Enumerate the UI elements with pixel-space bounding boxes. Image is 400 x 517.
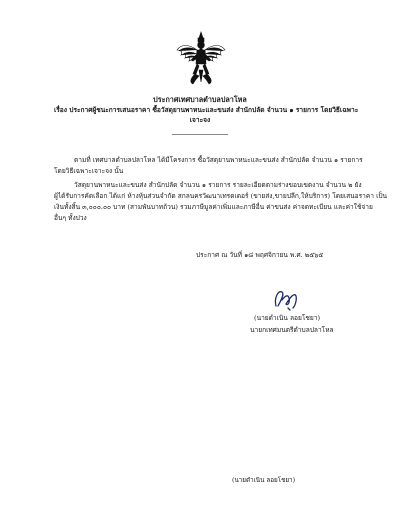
signatory-name: (นายดำเนิน ลอยโชยา) [254, 314, 321, 322]
document-title: ประกาศเทศบาลตำบลปลาโหล [153, 95, 247, 104]
subject-line-continued: เจาะจง [189, 116, 211, 124]
paragraph-1-line-1: ตามที่ เทศบาลตำบลปลาโหล ได้มีโครงการ ซื้อวัสดุยานพาหนะและขนส่ง สำนักปลัด จำนวน ๑ รายการ [74, 156, 363, 164]
signatory-position: นายกเทศมนตรีตำบลปลาโหล [250, 326, 334, 334]
footer-note: (นายดำเนิน ลอยโชยา) [232, 477, 296, 484]
paragraph-2-line-2: ผู้ได้รับการคัดเลือก ได้แก่ ห้างหุ้นส่วนจำกัด สกลนครวัฒนาเทรดเดอร์ (ขายส่ง,ขายปลีก,ให้บริการ) โดยเสนอราคา เป็น [54, 192, 388, 200]
paragraph-1-line-2: โดยวิธีเฉพาะเจาะจง นั้น [54, 167, 124, 175]
paragraph-2-line-1: วัสดุยานพาหนะและขนส่ง สำนักปลัด จำนวน ๑ รายการ รายละเอียดตามร่างขอบเขตงาน จำนวน ๒ ยัง [74, 181, 362, 189]
announcement-date: ประกาศ ณ วันที่ ๑๘ พฤศจิกายน พ.ศ. ๒๕๖๕ [196, 251, 324, 259]
paragraph-2-line-4: อื่นๆ ทั้งปวง [54, 214, 87, 222]
handwritten-signature-icon [268, 286, 304, 312]
garuda-emblem-icon [175, 30, 227, 86]
paragraph-2-line-3: เงินทั้งสิ้น ๓,๐๐๐.๐๐ บาท (สามพันบาทถ้วน) รวมภาษีมูลค่าเพิ่มและภาษีอื่น ค่าขนส่ง ค่าจดทะเบียน และค่าใช้จ่าย [54, 203, 373, 211]
subject-line: เรื่อง ประกาศผู้ชนะการเสนอราคา ซื้อวัสดุยานพาหนะและขนส่ง สำนักปลัด จำนวน ๑ รายการ โดยวิธีเฉพาะ [54, 106, 359, 114]
title-divider [172, 134, 228, 135]
